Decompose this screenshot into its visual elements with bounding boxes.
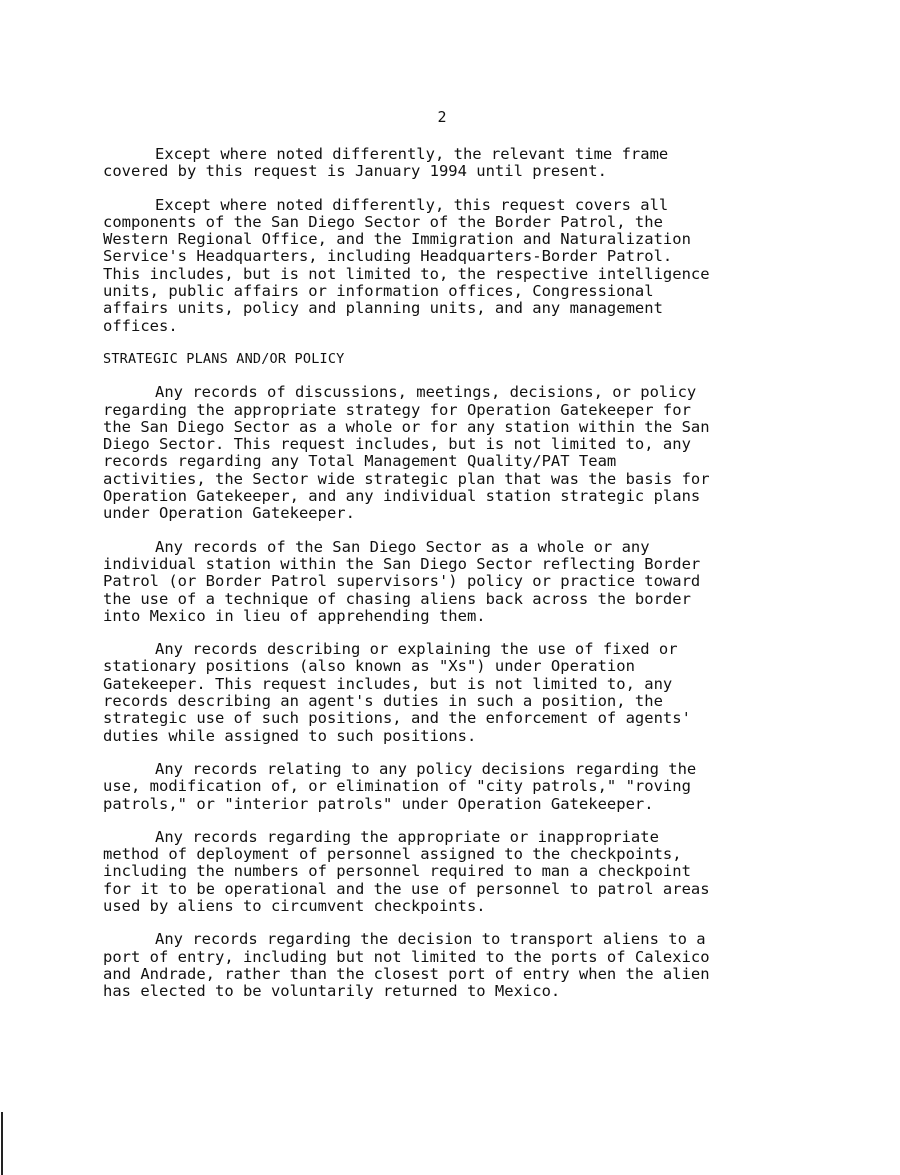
scan-edge-mark	[1, 1112, 3, 1175]
paragraph-scope: Except where noted differently, this request covers all components of the San Diego Sector of the Border Patrol, the Western Regional Office, and the Immigration and Naturalization Service's Headquarters, including Headquarters-Border Patrol. This includes, but is not limited to, the respective intelligence units, public affairs or information offices, Congressional affairs units, policy and planning units, and any management offices.	[103, 195, 710, 335]
paragraph-strategy-records: Any records of discussions, meetings, decisions, or policy regarding the appropriate strategy for Operation Gatekeeper for the San Diego Sector as a whole or for any station within the San Diego Sector. This request includes, but is not limited to, any records regarding any Total Management Quality/PAT Team activities, the Sector wide strategic plan that was the basis for Operation Gatekeeper, and any individual station strategic plans under Operation Gatekeeper.	[103, 383, 710, 523]
paragraph-fixed-positions: Any records describing or explaining the use of fixed or stationary positions (also known as "Xs") under Operation Gatekeeper. This request includes, but is not limited to, any records describing an agent's duties in such a position, the strategic use of such positions, and the enforcement of agents' duties while assigned to such positions.	[103, 640, 691, 745]
page-number: 2	[437, 108, 447, 126]
paragraph-patrols: Any records relating to any policy decisions regarding the use, modification of, or elimination of "city patrols," "roving patrols," or "interior patrols" under Operation Gatekeeper.	[103, 759, 697, 813]
paragraph-transport-aliens: Any records regarding the decision to transport aliens to a port of entry, including but not limited to the ports of Calexico and Andrade, rather than the closest port of entry when the alien has elected to be voluntarily returned to Mexico.	[103, 930, 710, 1001]
paragraph-checkpoints: Any records regarding the appropriate or inappropriate method of deployment of personnel assigned to the checkpoints, including the numbers of personnel required to man a checkpoint for it to be operational and the use of personnel to patrol areas used by aliens to circumvent checkpoints.	[103, 827, 710, 915]
section-heading: STRATEGIC PLANS AND/OR POLICY	[103, 350, 345, 367]
paragraph-chasing-aliens: Any records of the San Diego Sector as a whole or any individual station within the San Diego Sector reflecting Border Patrol (or Border Patrol supervisors') policy or practice toward the use of a technique of chasing aliens back across the border into Mexico in lieu of apprehending them.	[103, 537, 701, 625]
document-body	[103, 146, 803, 1016]
paragraph-time-frame: Except where noted differently, the relevant time frame covered by this request is January 1994 until present.	[103, 145, 669, 181]
